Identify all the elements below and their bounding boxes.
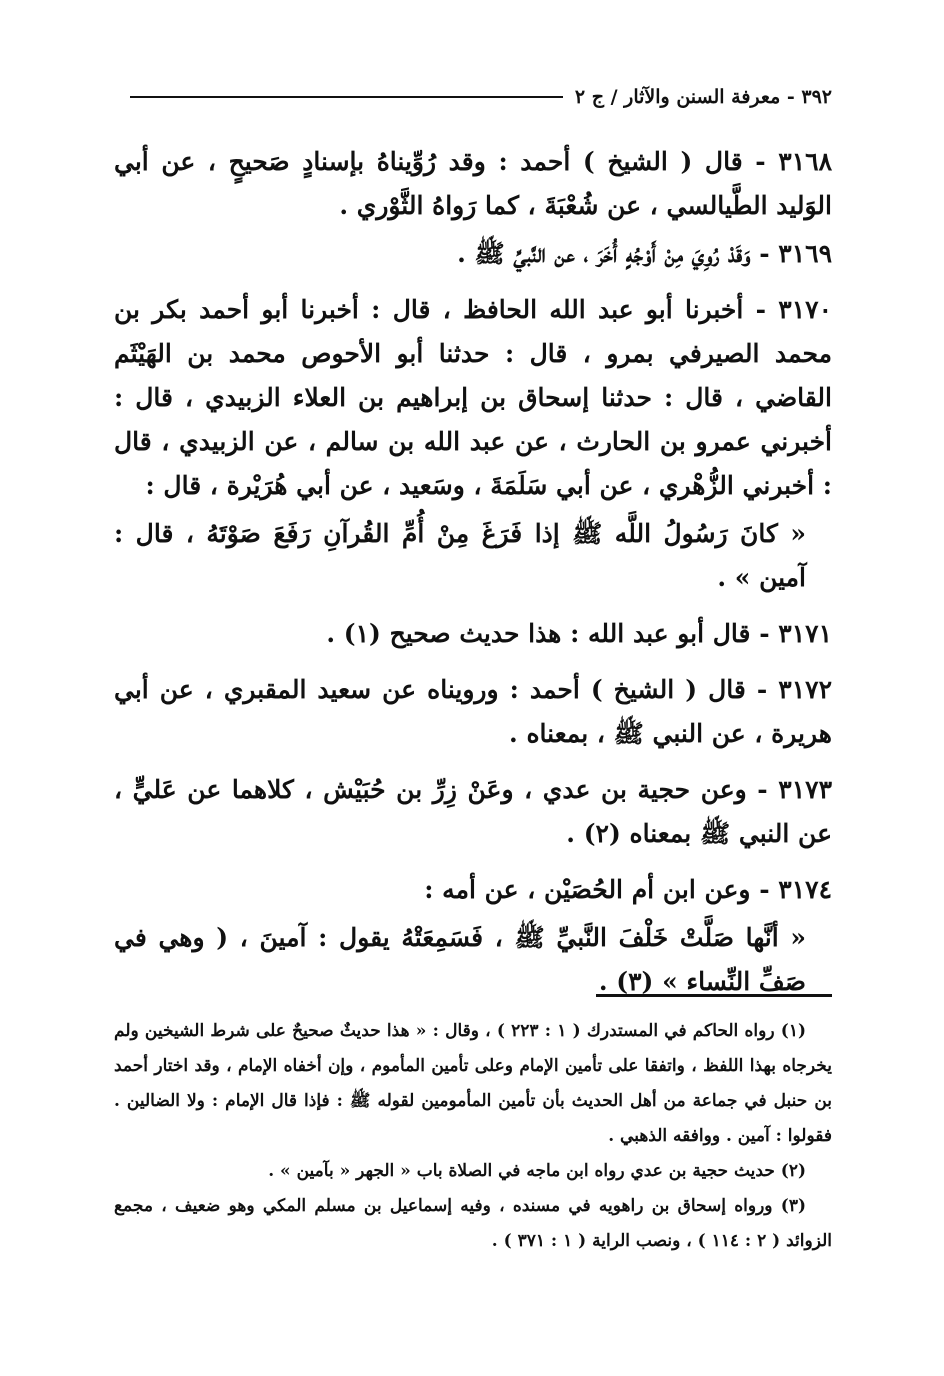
footnotes	[114, 1014, 832, 1259]
paragraph-3168: ٣١٦٨ - قال ( الشيخ ) أحمد : وقد رُوِّيناهُ بإسنادٍ صَحيحٍ ، عن أبي الوَليد الطَّيالسي ، عن شُعْبَةَ ، كما رَواهُ الثَّوْري .	[114, 147, 832, 220]
quote-hadith-amin: « كانَ رَسُولُ اللَّه ﷺ إذا فَرَغَ مِنْ أُمِّ القُرآنِ رَفَعَ صَوْتَهُ ، قال : آمين » .	[114, 519, 806, 592]
main-text	[114, 140, 832, 1016]
paragraph-3174: ٣١٧٤ - وعن ابن أم الحُصَيْن ، عن أمه :	[424, 875, 832, 904]
running-header	[130, 86, 832, 108]
paragraph-3170: ٣١٧٠ - أخبرنا أبو عبد الله الحافظ ، قال : أخبرنا أبو أحمد بكر بن محمد الصيرفي بمرو ، قال : حدثنا أبو الأحوص محمد بن الهَيْثَم القاضي ، قال : حدثنا إسحاق بن إبراهيم بن العلاء الزبيدي ، قال : أخبرني عمرو بن الحارث ، عن عبد الله بن سالم ، عن الزبيدي ، قال : أخبرني الزُّهْري ، عن أبي سَلَمَةَ ، وسَعيد ، عن أبي هُرَيْرة ، قال :	[114, 295, 832, 500]
footnote-3: (٣) ورواه إسحاق بن راهويه في مسنده ، وفيه إسماعيل بن مسلم المكي وهو ضعيف ، مجمع الزوائد ( ٢ : ١١٤ ) ، ونصب الراية ( ١ : ٣٧١ ) .	[114, 1196, 832, 1251]
paragraph-3171: ٣١٧١ - قال أبو عبد الله : هذا حديث صحيح (١) .	[326, 619, 832, 648]
paragraph-3169: ٣١٦٩ - وَقَدْ رُوِيَ مِنْ أَوْجُهٍ أُخَرَ ، عن النَّبيِّ ﷺ .	[457, 239, 832, 268]
footnote-separator	[596, 994, 832, 997]
footnote-2: (٢) حديث حجية بن عدي رواه ابن ماجه في الصلاة باب « الجهر « بآمين » .	[268, 1161, 806, 1181]
footnote-1: (١) رواه الحاكم في المستدرك ( ١ : ٢٢٣ ) ، وقال : « هذا حديثٌ صحيحٌ على شرط الشيخين ولم يخرجاه بهذا اللفظ ، واتفقا على تأمين الإمام وعلى تأمين المأموم ، وإن أخفاه الإمام ، وقد اختار أحمد بن حنبل في جماعة من أهل الحديث بأن تأمين المأمومين لقوله ﷺ : فإذا قال الإمام : ولا الضالين . فقولوا : آمين . ووافقه الذهبي .	[114, 1021, 832, 1146]
running-title: ٣٩٢ - معرفة السنن والآثار / ج ٢	[574, 86, 832, 108]
quote-umm-husayn: « أنَّها صَلَّتْ خَلْفَ النَّبيِّ ﷺ ، فَسَمِعَتْهُ يقول : آمينَ ، ( وهي في صَفِّ النِّساء » (٣) .	[114, 923, 806, 996]
paragraph-3173: ٣١٧٣ - وعن حجية بن عدي ، وعَنْ زِرِّ بن حُبَيْش ، كلاهما عن عَليٍّ ، عن النبي ﷺ بمعناه (٢) .	[114, 775, 832, 848]
header-rule	[130, 96, 563, 98]
paragraph-3172: ٣١٧٢ - قال ( الشيخ ) أحمد : ورويناه عن سعيد المقبري ، عن أبي هريرة ، عن النبي ﷺ ، بمعناه .	[114, 675, 832, 748]
